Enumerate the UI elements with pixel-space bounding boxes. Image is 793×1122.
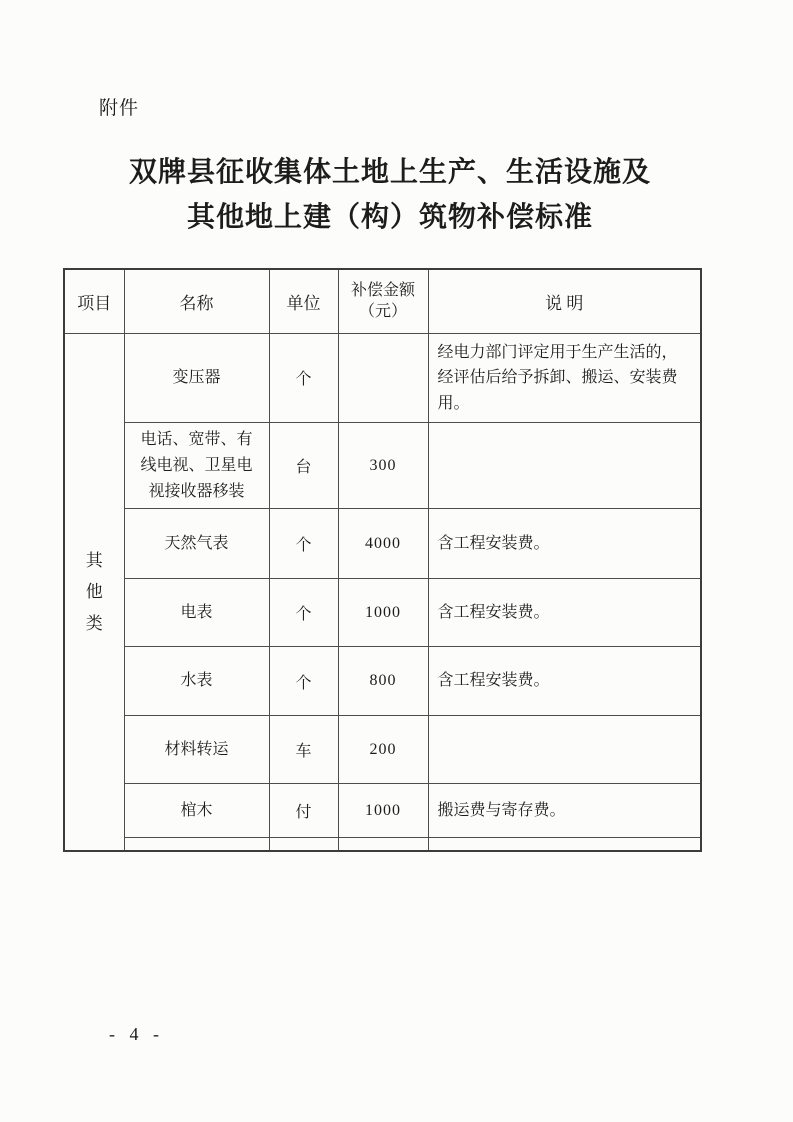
cell-note: 含工程安装费。 [428, 509, 701, 579]
header-note: 说 明 [428, 269, 701, 333]
cell-name [124, 838, 269, 852]
cell-amount: 4000 [338, 509, 428, 579]
cell-unit: 台 [269, 423, 338, 509]
attachment-label: 附件 [99, 98, 140, 119]
cell-unit: 个 [269, 333, 338, 423]
document-title [0, 150, 780, 240]
header-name: 名称 [124, 269, 269, 333]
header-unit: 单位 [269, 269, 338, 333]
cell-name: 电表 [124, 579, 269, 647]
category-cell [64, 333, 124, 851]
cell-note [428, 423, 701, 509]
cell-unit: 付 [269, 784, 338, 838]
table-row [64, 423, 701, 509]
header-amount-line2: （元） [358, 303, 407, 321]
page-number: - 4 - [109, 1024, 164, 1044]
table-row-partial [64, 838, 701, 852]
category-label: 其他类 [85, 550, 103, 633]
cell-amount: 800 [338, 647, 428, 716]
cell-name: 变压器 [124, 333, 269, 423]
table-row [64, 647, 701, 716]
cell-amount: 200 [338, 716, 428, 784]
table-row [64, 784, 701, 838]
table-row [64, 333, 701, 423]
cell-unit: 个 [269, 579, 338, 647]
header-amount [338, 269, 428, 333]
cell-amount: 1000 [338, 579, 428, 647]
header-item: 项目 [64, 269, 124, 333]
cell-unit: 个 [269, 647, 338, 716]
compensation-table [63, 268, 702, 852]
cell-amount: 300 [338, 423, 428, 509]
cell-amount: 1000 [338, 784, 428, 838]
table-row [64, 716, 701, 784]
cell-name: 棺木 [124, 784, 269, 838]
cell-note: 含工程安装费。 [428, 647, 701, 716]
cell-note: 搬运费与寄存费。 [428, 784, 701, 838]
table-row [64, 579, 701, 647]
cell-unit [269, 838, 338, 852]
cell-note: 含工程安装费。 [428, 579, 701, 647]
cell-name: 电话、宽带、有线电视、卫星电视接收器移装 [124, 423, 269, 509]
table-header-row [64, 269, 701, 333]
cell-amount [338, 333, 428, 423]
cell-amount [338, 838, 428, 852]
cell-name: 材料转运 [124, 716, 269, 784]
cell-note [428, 716, 701, 784]
cell-note: 经电力部门评定用于生产生活的，经评估后给予拆卸、搬运、安装费用。 [428, 333, 701, 423]
cell-name: 水表 [124, 647, 269, 716]
header-amount-line1: 补偿金额 [350, 281, 415, 299]
table-row [64, 509, 701, 579]
document-title-line2: 其他地上建（构）筑物补偿标准 [186, 202, 593, 233]
cell-name: 天然气表 [124, 509, 269, 579]
cell-unit: 个 [269, 509, 338, 579]
cell-unit: 车 [269, 716, 338, 784]
cell-note [428, 838, 701, 852]
document-title-line1: 双牌县征收集体土地上生产、生活设施及 [128, 157, 651, 188]
